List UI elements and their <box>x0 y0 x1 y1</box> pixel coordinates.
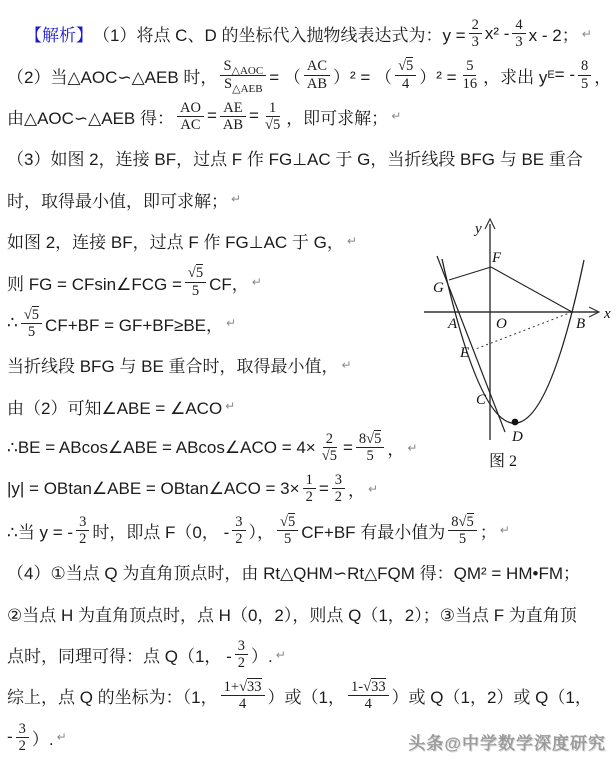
segment-be-dotted <box>473 312 572 350</box>
text-run: CF+BF = GF+BF≥BE， <box>45 315 223 335</box>
label-y-axis: y <box>475 221 482 237</box>
text-run: 如图 2，连接 BF，过点 F 作 FG⊥AC 于 G， <box>7 233 344 253</box>
text-run: ∴BE = ABcos∠ABE = ABcos∠ACO = 4× <box>7 437 316 457</box>
figure-caption: 图 2 <box>488 453 518 470</box>
text-run: ）. <box>251 647 273 667</box>
paragraph-mark-icon: ↵ <box>225 399 236 414</box>
text-run: = <box>206 106 217 126</box>
fraction: $\frac{√5}{4}$ <box>395 58 416 91</box>
parabola-diagram <box>420 216 616 476</box>
fraction: $\frac{5}{16}$ <box>462 58 478 92</box>
text-run: 由（2）可知∠ABE = ∠ACO <box>7 398 223 418</box>
text-run: ∴ <box>7 313 18 333</box>
paragraph-mark-icon: ↵ <box>346 233 357 248</box>
text-run: ， <box>348 481 365 501</box>
fraction: $\frac{8√5}{5}$ <box>356 431 384 464</box>
label-x-axis: x <box>604 306 611 322</box>
text-run: CF+BF 有最小值为 <box>301 522 446 542</box>
text-run: ）或（1， <box>267 688 345 708</box>
fraction: $\frac{AO}{AC}$ <box>177 100 204 133</box>
text-line <box>7 675 614 716</box>
fraction: $\frac{3}{2}$ <box>16 721 29 754</box>
fraction: $\frac{1}{√5}$ <box>264 99 281 133</box>
fraction: $\frac{2}{√5}$ <box>321 430 337 465</box>
label-e: E <box>460 345 470 361</box>
paragraph-mark-icon: ↵ <box>251 275 262 290</box>
fraction: $\frac{3}{2}$ <box>235 638 248 671</box>
segment-fg <box>449 267 491 280</box>
text-run: ， <box>387 440 405 460</box>
fraction: $\frac{AE}{AB}$ <box>220 100 246 133</box>
text-run: 点时，同理可得：点 Q（1， - <box>7 647 232 667</box>
text-run: = <box>249 106 259 126</box>
segment-fb <box>491 267 572 312</box>
fraction: $\frac{AC}{AB}$ <box>304 58 330 91</box>
text-run: 由△AOC∽△AEB 得： <box>7 108 174 128</box>
text-run: ）² = （ <box>333 67 393 87</box>
text-run: ∴当 y = - <box>7 522 74 542</box>
text-run: （2）当△AOC∽△AEB 时， <box>7 67 218 87</box>
text-run: = <box>318 478 329 498</box>
figure-2 <box>420 216 616 476</box>
label-c: C <box>476 392 487 408</box>
text-run: ， <box>594 67 612 87</box>
paragraph-mark-icon: ↵ <box>368 481 379 496</box>
text-line <box>7 634 614 675</box>
text-run: ； <box>479 522 497 542</box>
paragraph-mark-icon: ↵ <box>226 316 237 331</box>
text-line: （2）当△AOC∽△AEB 时， $\frac{S_{\triangle AOC}}{S_{\triangle AEB}}$ = （ $\frac{AC}{AB}$ ）² = （ $\frac{√5}{4}$ ）² = $\frac{5}{16}$ ，求出 y E = - $\frac{8}{5}$ ， <box>7 58 612 95</box>
fraction: $\frac{3}{2}$ <box>332 472 345 505</box>
fraction: $\frac{1-√33}{4}$ <box>348 679 389 712</box>
paragraph-mark-icon: ↵ <box>56 730 67 745</box>
label-g: G <box>433 280 444 296</box>
fraction: $\frac{3}{2}$ <box>76 514 89 547</box>
text-run: |y| = OBtan∠ABE = OBtan∠ACO = 3× <box>7 478 300 498</box>
text-run: x - 2； <box>528 26 579 46</box>
text-run: = （ <box>269 67 301 87</box>
label-f: F <box>492 250 502 266</box>
text-run: x² - <box>484 23 510 43</box>
paragraph-mark-icon: ↵ <box>275 647 286 662</box>
label-b: B <box>576 316 586 332</box>
text-run: （3）如图 2，连接 BF，过点 F 作 FG⊥AC 于 G，当折线段 BFG 与 BE 重合 <box>7 150 583 170</box>
header-tag: 【解析】 <box>25 26 93 46</box>
point-d-dot <box>512 419 519 426</box>
paragraph-mark-icon: ↵ <box>581 26 592 41</box>
text-line <box>7 592 614 633</box>
text-run: ）或 Q（1，2）或 Q（1， <box>391 688 592 708</box>
fraction: $\frac{1}{2}$ <box>303 472 316 505</box>
fraction: $\frac{1+√33}{4}$ <box>221 679 265 712</box>
text-line <box>7 13 614 54</box>
text-line <box>7 137 614 178</box>
text-run: ②当点 H 为直角顶点时，点 H（0，2），则点 Q（1，2）；③当点 F 为直角顶 <box>7 605 577 625</box>
watermark: 头条@中学数学深度研究 <box>408 734 606 753</box>
text-run: ，求出 y <box>483 67 548 87</box>
text-run: - <box>7 727 13 747</box>
fraction: $\frac{S_{\triangle AOC}}{S_{\triangle AEB}}$ <box>220 58 266 91</box>
paragraph-mark-icon: ↵ <box>231 192 242 207</box>
label-d: D <box>512 429 523 445</box>
text-run: = - <box>554 65 575 85</box>
text-run: 综上，点 Q 的坐标为：（1， <box>7 688 218 708</box>
label-a: A <box>448 316 458 332</box>
text-line <box>7 551 614 592</box>
text-run: CF， <box>209 274 249 294</box>
text-run: 时，即点 F（0， - <box>92 522 230 542</box>
text-run: ）. <box>31 729 54 749</box>
parabola-curve <box>442 259 584 423</box>
text-run: ）² = <box>419 67 457 87</box>
text-line <box>7 510 614 551</box>
text-run: ，即可求解； <box>286 108 389 128</box>
text-run: （1）将点 C、D 的坐标代入抛物线表达式为：y = <box>93 26 466 46</box>
fraction: $\frac{√5}{5}$ <box>185 265 206 298</box>
text-line <box>7 179 614 220</box>
paragraph-mark-icon: ↵ <box>341 357 352 372</box>
fraction: $\frac{4}{3}$ <box>512 17 525 50</box>
paragraph-mark-icon: ↵ <box>407 440 418 455</box>
text-run: 则 FG = CFsin∠FCG = <box>7 274 182 294</box>
label-o: O <box>496 316 507 332</box>
text-line <box>7 96 614 137</box>
paragraph-mark-icon: ↵ <box>391 109 402 124</box>
fraction: $\frac{2}{3}$ <box>469 17 482 50</box>
line-gac <box>437 256 505 432</box>
text-run: （4）①当点 Q 为直角顶点时，由 Rt△QHM∽Rt△FQM 得：QM² = HM•FM； <box>7 564 580 584</box>
paragraph-mark-icon: ↵ <box>499 523 510 538</box>
fraction: $\frac{√5}{5}$ <box>277 514 298 547</box>
fraction: $\frac{8}{5}$ <box>578 58 591 91</box>
text-run: 当折线段 BFG 与 BE 重合时，取得最小值， <box>7 357 339 377</box>
text-run: = <box>342 437 353 457</box>
text-run: ）， <box>248 522 275 542</box>
fraction: $\frac{3}{2}$ <box>232 514 245 547</box>
text-run: 时，取得最小值，即可求解； <box>7 191 228 211</box>
fraction: $\frac{8√5}{5}$ <box>448 514 476 547</box>
fraction: $\frac{√5}{5}$ <box>21 307 42 340</box>
